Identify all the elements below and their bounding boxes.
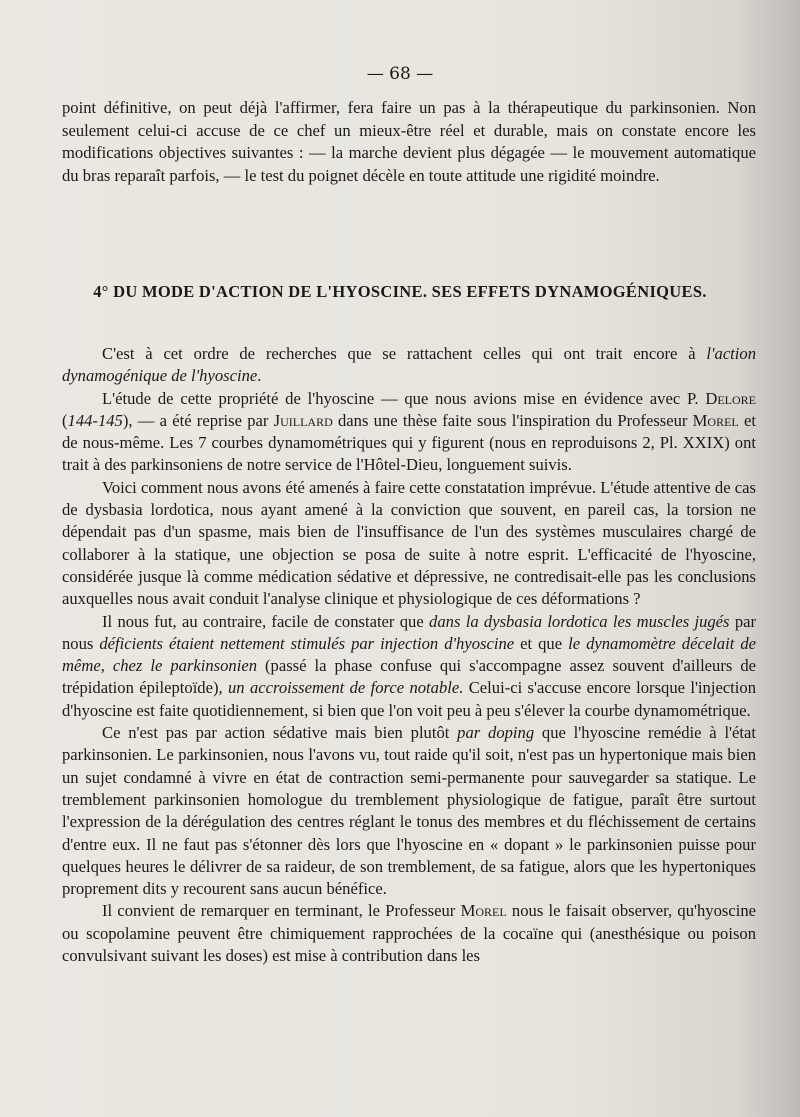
- author-name-morel-2: Morel: [460, 901, 507, 921]
- p4-text-g: (passé la phase confuse qui s'accompagne assez souvent d'ailleurs de trépidation épileptoïde),: [62, 656, 756, 698]
- author-name-morel: Morel: [692, 410, 739, 430]
- p5-text-c: que l'hyoscine remédie à l'état parkinsonien. Le parkinsonien, nous l'avons vu, tout raide qu'il soit, n'est pas un hypertonique mais bien un sujet condamné à vivre en état de contraction semi-permanente pour sauvegarder sa statique. Le tremblement parkinsonien homologue du tremblement physiologique de fatigue, paraît être surtout l'expression de la dérégulation des centres réglant le tonus des membres et du fléchissement de certains d'entre eux. Il ne faut pas s'étonner dès lors que l'hyoscine en « dopant » le parkinsonien puisse pour quelques heures le délivrer de sa raideur, de son tremblement, de sa fatigue, alors que les hypertoniques proprement dits y recourent sans aucun bénéfice.: [62, 723, 757, 899]
- p4-text-i: Celui-ci s'accuse encore lorsque l'injection d'hyoscine est faite quotidiennement, si bien que l'on voit peu à peu s'élever la courbe dynamométrique.: [62, 678, 756, 720]
- p2-text-e: ), — a été reprise par: [122, 410, 274, 430]
- page-number: — 68 —: [366, 64, 434, 84]
- p4-text-a: Il nous fut, au contraire, facile de constater que: [102, 611, 430, 631]
- p2-text-g: dans une thèse faite sous l'inspiration du Professeur: [332, 410, 693, 430]
- intro-paragraph-block: [62, 97, 756, 187]
- p4-italic-b: dans la dysbasia lordotica les muscles jugés: [429, 611, 730, 631]
- p4-italic-d: déficients étaient nettement stimulés par injection d'hyoscine: [99, 633, 515, 653]
- p5-italic-b: par doping: [457, 723, 535, 743]
- author-name-juillard: Juillard: [273, 410, 333, 430]
- p2-text-i: et de nous-même. Les 7 courbes dynamométriques qui y figurent (nous en reproduisons 2, Pl. XXIX) ont trait à des parkinsoniens de notre service de l'Hôtel-Dieu, longuement suivis.: [62, 410, 756, 475]
- paragraph-2: [62, 388, 756, 477]
- p4-italic-h: un accroissement de force notable.: [228, 678, 464, 698]
- paragraph-6: [62, 900, 756, 967]
- p1-text-a: C'est à cet ordre de recherches que se rattachent celles qui ont trait encore à: [102, 344, 707, 363]
- p1-text-c: .: [257, 366, 262, 386]
- section-body: [62, 343, 756, 967]
- section-heading: 4° DU MODE D'ACTION DE L'HYOSCINE. SES EFFETS DYNAMOGÉNIQUES.: [93, 282, 707, 301]
- p2-text-c: (: [62, 410, 68, 430]
- p6-text-c: nous le faisait observer, qu'hyoscine ou scopolamine peuvent être chimiquement rapprochées de la cocaïne qui (anesthésique ou poison convulsivant suivant les doses) est mise à contribution dans les: [62, 901, 757, 966]
- paragraph-5: [62, 722, 756, 900]
- p4-italic-f: le dynamomètre décelait de même, chez le parkinsonien: [62, 633, 756, 676]
- intro-paragraph: point définitive, on peut déjà l'affirmer, fera faire un pas à la thérapeutique du parkinsonien. Non seulement celui-ci accuse de ce chef un mieux-être réel et durable, mais on constate encore les modifications objectives suivantes : — la marche devient plus dégagée — le mouvement automatique du bras reparaît parfois, — le test du poignet décèle en toute attitude une rigidité moindre.: [62, 98, 756, 185]
- p1-italic-phrase: l'action dynamogénique de l'hyoscine: [62, 344, 756, 386]
- p4-text-e: et que: [514, 633, 569, 653]
- p5-text-a: Ce n'est pas par action sédative mais bien plutôt: [102, 723, 458, 743]
- p6-text-a: Il convient de remarquer en terminant, le Professeur: [102, 901, 461, 921]
- p4-text-c: par nous: [62, 611, 757, 653]
- paragraph-3: Voici comment nous avons été amenés à faire cette constatation imprévue. L'étude attentive de cas de dysbasia lordotica, nous ayant amené à la conviction que souvent, en pareil cas, la torsion ne dépendait pas d'un spasme, mais bien de l'insuffisance de l'un des systèmes musculaires chargé de collaborer à la statique, une objection se posa de suite à notre esprit. L'efficacité de l'hyoscine, considérée jusque là comme médication sédative et dépressive, ne contredisait-elle pas les conclusions auxquelles nous avait conduit l'analyse clinique et physiologique de ces déformations ?: [62, 477, 756, 609]
- paragraph-4: [62, 611, 756, 722]
- reference-numbers: 144-145: [67, 410, 123, 430]
- p2-text-a: L'étude de cette propriété de l'hyoscine — que nous avions mise en évidence avec P.: [102, 388, 706, 408]
- paragraph-1: [62, 343, 756, 388]
- author-name-delore: Delore: [705, 388, 756, 408]
